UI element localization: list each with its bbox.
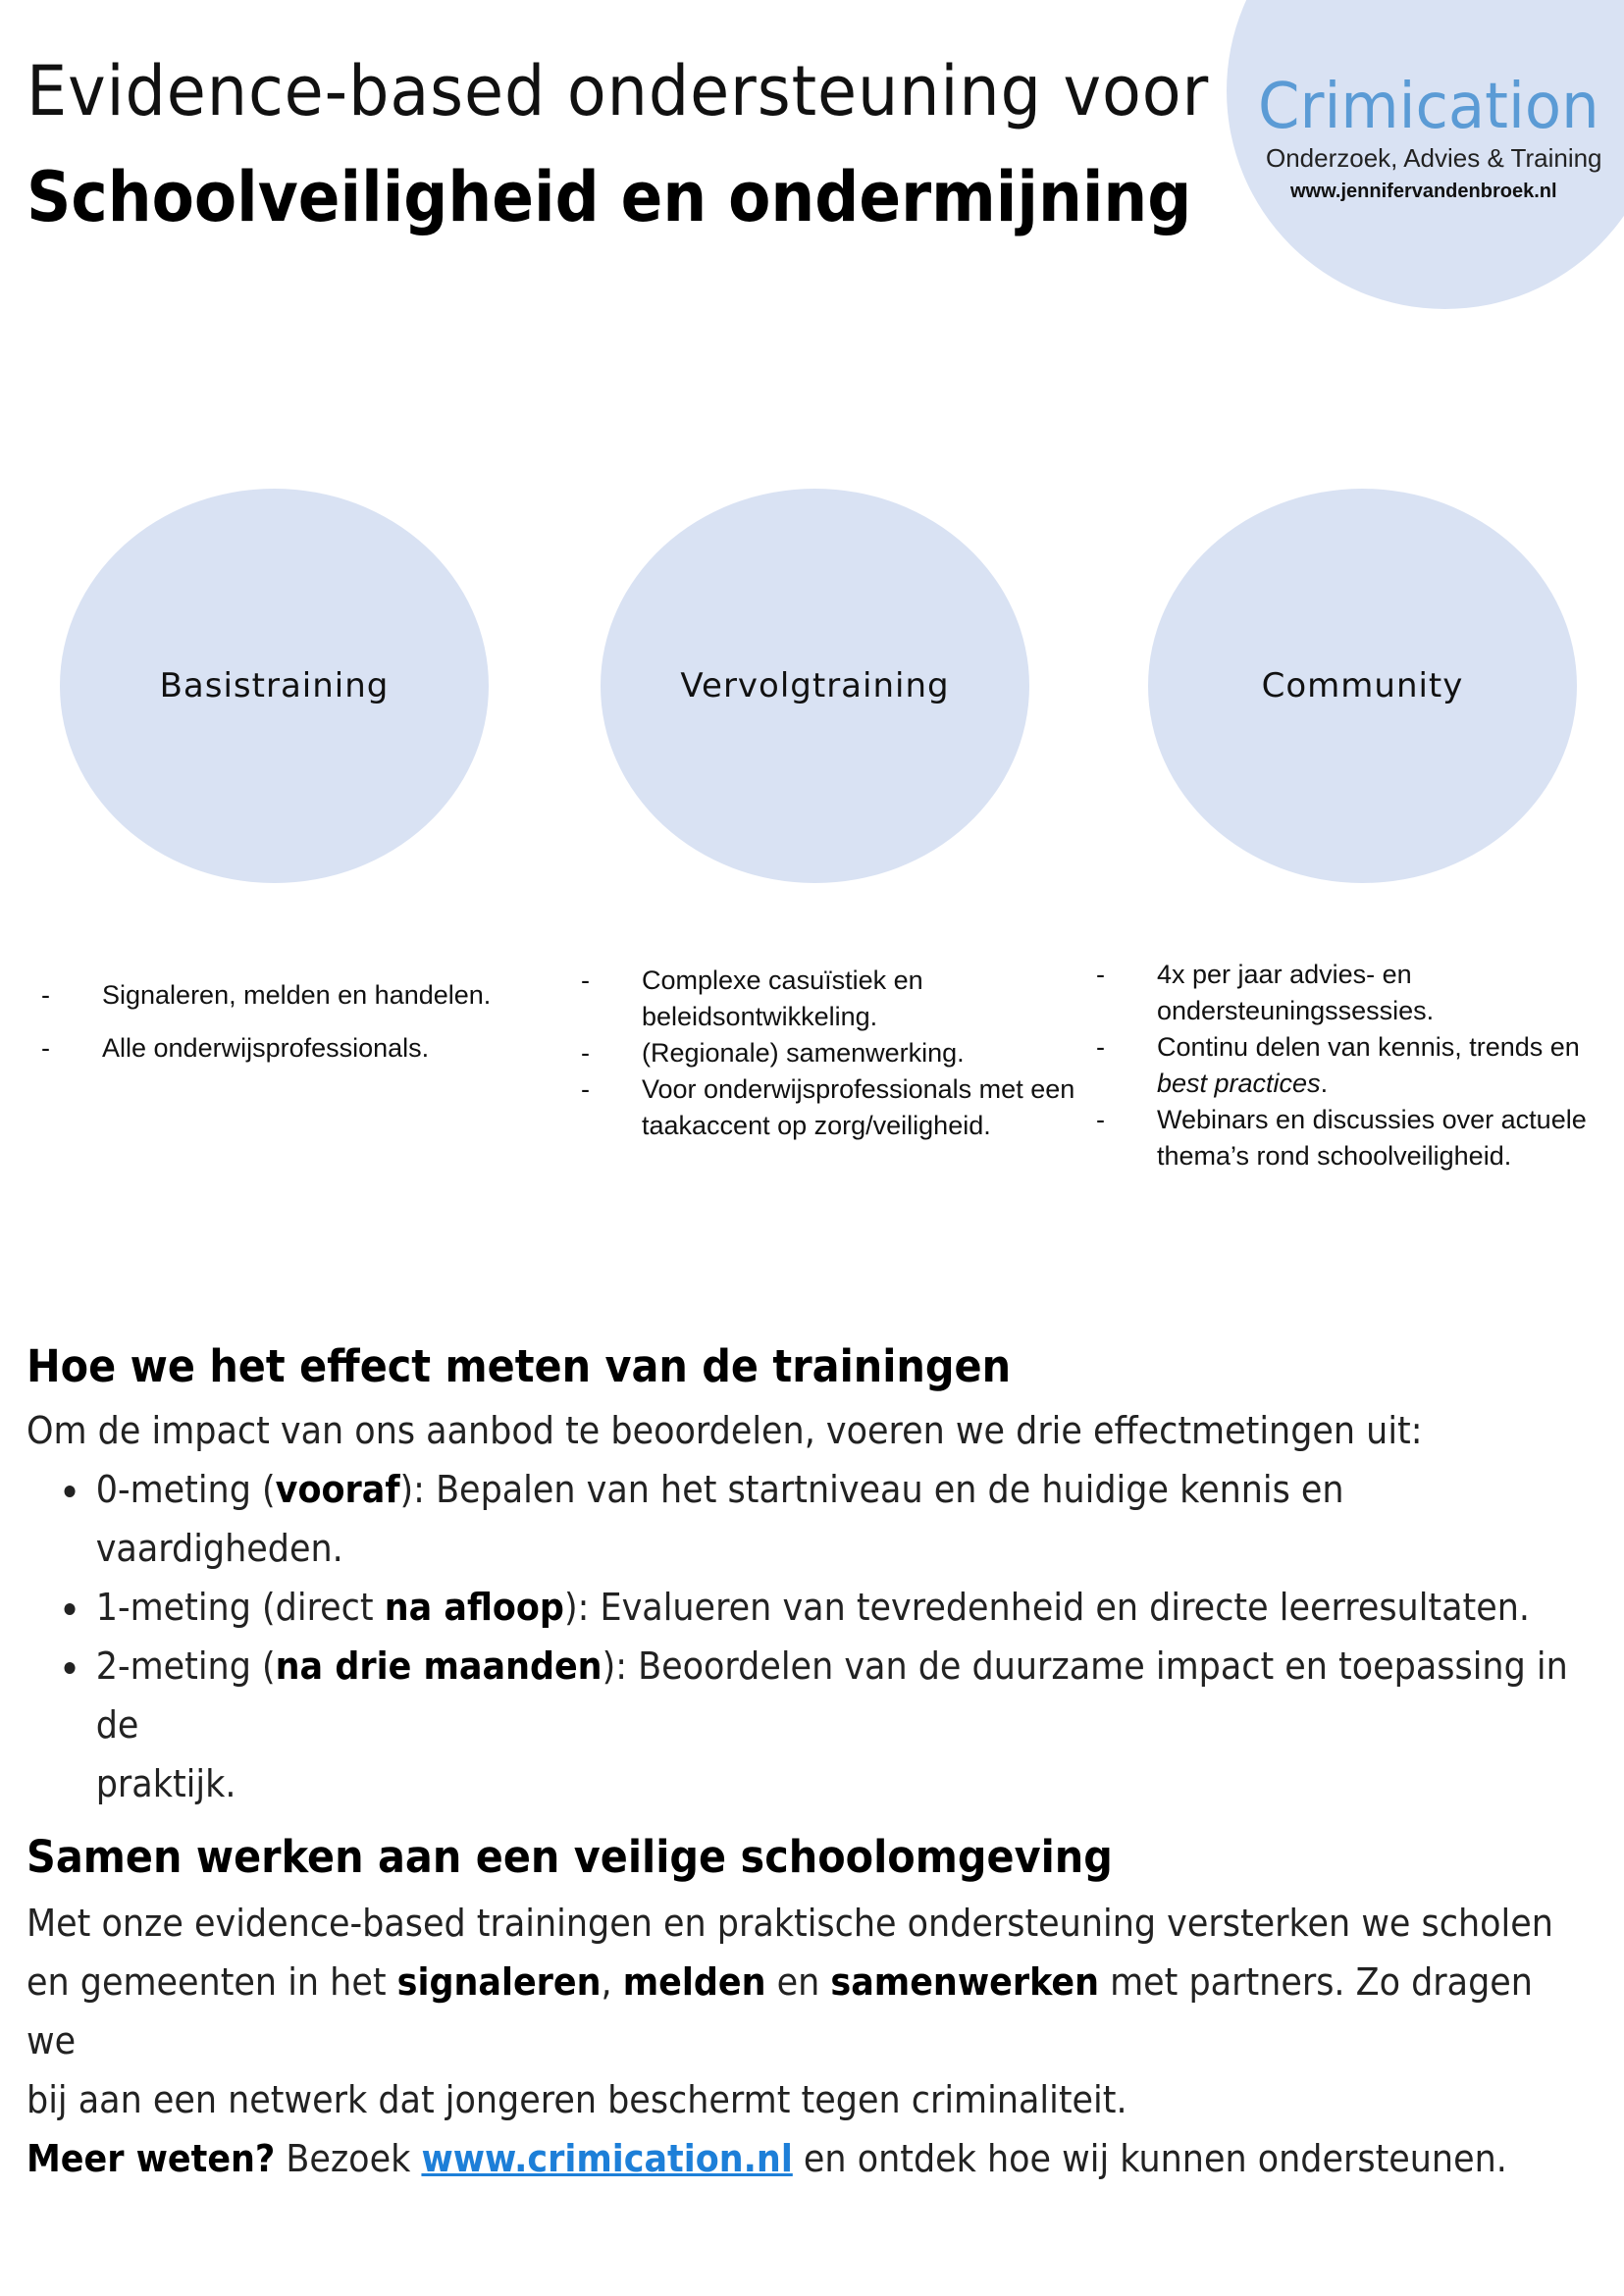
effect-intro: Om de impact van ons aanbod te beoordelen, voeren we drie effectmetingen uit: xyxy=(26,1409,1423,1452)
page-title-line2: Schoolveiligheid en ondermijning xyxy=(26,157,1192,237)
circle-basistraining xyxy=(60,489,489,883)
list-item: - 4x per jaar advies- en ondersteuningssessies. xyxy=(1096,960,1435,1025)
vervolgtraining-list xyxy=(581,963,1093,1144)
page-title-line1: Evidence-based ondersteuning voor xyxy=(26,51,1210,131)
circle-title: Vervolgtraining xyxy=(680,666,950,705)
logo-url: www.jennifervandenbroek.nl xyxy=(1290,181,1557,202)
effect-item-1: 1-meting (direct na afloop): Evalueren van tevredenheid en directe leerresultaten. xyxy=(59,1578,1594,1637)
effect-list xyxy=(59,1460,1594,1813)
effect-item-2: 2-meting (na drie maanden): Beoordelen van de duurzame impact en toepassing in de praktijk. xyxy=(59,1637,1594,1813)
circle-vervolgtraining xyxy=(601,489,1029,883)
community-list xyxy=(1096,957,1618,1174)
list-item: - Continu delen van kennis, trends en best practices. xyxy=(1096,1032,1580,1098)
website-link[interactable]: www.crimication.nl xyxy=(421,2137,793,2180)
cta-paragraph: Meer weten? Bezoek www.crimication.nl en ontdek hoe wij kunnen ondersteunen. xyxy=(26,2137,1507,2180)
effect-item-0: 0-meting (vooraf): Bepalen van het startniveau en de huidige kennis en vaardigheden. xyxy=(59,1460,1594,1578)
list-item: - (Regionale) samenwerking. xyxy=(581,1038,965,1068)
circle-title: Community xyxy=(1261,666,1464,705)
list-item: - Complexe casuïstiek en beleidsontwikkeling. xyxy=(581,965,923,1031)
effect-heading: Hoe we het effect meten van de trainingen xyxy=(26,1340,1012,1392)
logo-name: Crimication xyxy=(1258,71,1599,143)
samen-heading: Samen werken aan een veilige schoolomgeving xyxy=(26,1831,1113,1883)
list-item: - Voor onderwijsprofessionals met een taakaccent op zorg/veiligheid. xyxy=(581,1074,1075,1140)
list-item: - Webinars en discussies over actuele thema’s rond schoolveiligheid. xyxy=(1096,1105,1587,1171)
list-item: - Signaleren, melden en handelen. xyxy=(41,980,492,1010)
list-item: - Alle onderwijsprofessionals. xyxy=(41,1033,430,1063)
samen-paragraph: Met onze evidence-based trainingen en praktische ondersteuning versterken we scholen en gemeenten in het signaleren, melden en samenwerken met partners. Zo dragen we bij aan een netwerk dat jongeren beschermt tegen criminaliteit. xyxy=(26,1902,1553,2121)
logo-tagline: Onderzoek, Advies & Training xyxy=(1266,143,1602,173)
circle-community xyxy=(1148,489,1577,883)
cta-bold: Meer weten? xyxy=(26,2137,276,2180)
basistraining-list xyxy=(41,977,563,1067)
circle-title: Basistraining xyxy=(159,666,390,705)
